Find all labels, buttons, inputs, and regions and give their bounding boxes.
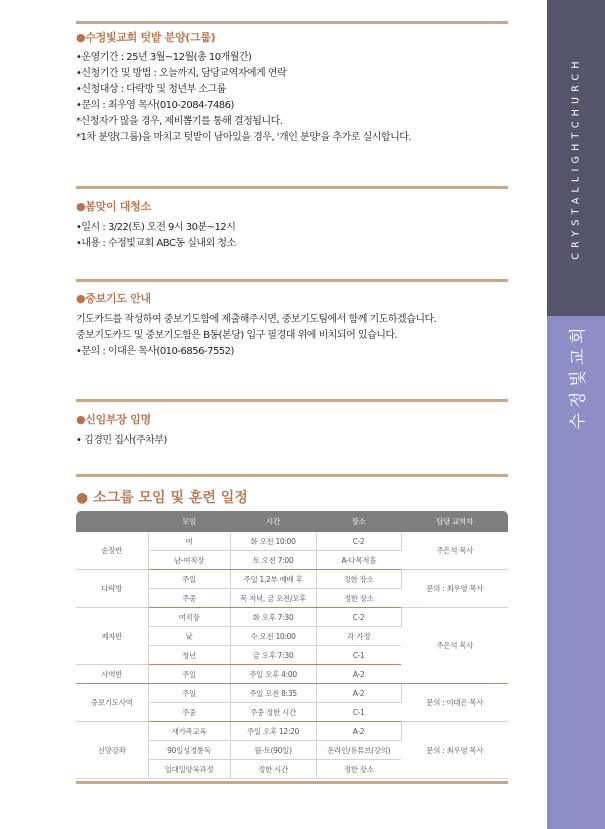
table-cell: 각 가정 [316, 627, 401, 646]
column-header: 장소 [316, 511, 401, 532]
table-cell: C-2 [316, 608, 401, 627]
table-cell: 주일 1,2부 예배 후 [230, 570, 316, 589]
table-cell: 주일 [148, 665, 230, 684]
schedule-table [76, 511, 508, 779]
table-cell: 정한 장소 [316, 570, 401, 589]
table-row [76, 684, 508, 703]
pastor-cell: 문의 : 최우영 목사 [401, 570, 508, 608]
text-line: •문의 : 최우영 목사(010-2084-7486) [76, 100, 234, 111]
column-header [76, 511, 148, 532]
table-cell: 주일 오후 12:20 [230, 722, 316, 741]
text-line: • 김경민 집사(주차부) [76, 435, 167, 446]
section-divider [76, 186, 508, 189]
text-line: •운영기간 : 25년 3월~12월(총 10개월간) [76, 52, 252, 63]
section-divider [76, 399, 508, 402]
table-cell: 금 오후 7:30 [230, 646, 316, 665]
table-cell: 토 오전 7:00 [230, 551, 316, 570]
text-line: •문의 : 이대은 목사(010-6856-7552) [76, 346, 234, 357]
table-cell: 정한 시간 [230, 760, 316, 779]
table-cell: 새가족교육 [148, 722, 230, 741]
table-cell: C-1 [316, 703, 401, 722]
sidebar-english-title: CRYSTALLIGHTCHURCH [570, 56, 582, 260]
group-cell: 다락방 [76, 570, 148, 608]
table-cell: 정한 장소 [316, 760, 401, 779]
section-small-group-schedule [76, 474, 508, 507]
pastor-cell: 주은석 목사 [401, 608, 508, 684]
table-cell: C-1 [316, 646, 401, 665]
section-title: ●중보기도 안내 [76, 292, 151, 305]
table-cell: A-2 [316, 722, 401, 741]
table-cell: 주일 오후 4:00 [230, 665, 316, 684]
text-line: *1차 분양(그룹)을 마치고 텃밭이 남아있을 경우, '개인 분양'을 추가로 실시합니다. [76, 132, 412, 143]
group-cell: 사역반 [76, 665, 148, 684]
column-header: 시간 [230, 511, 316, 532]
table-header-row [76, 511, 508, 532]
pastor-cell: 문의 : 이대은 목사 [401, 684, 508, 722]
table-cell: 화 오후 7:30 [230, 608, 316, 627]
text-line: •일시 : 3/22(토) 오전 9시 30분~12시 [76, 222, 236, 233]
table-cell: 일대일양육과정 [148, 760, 230, 779]
text-line: 기도카드를 작성하여 중보기도함에 제출해주시면, 중보기도팀에서 함께 기도하겠습니다. [76, 314, 437, 325]
group-cell: 중보기도사역 [76, 684, 148, 722]
section-divider [76, 21, 508, 24]
table-cell: 주일 [148, 570, 230, 589]
column-header: 모임 [148, 511, 230, 532]
section-title: ● 소그룹 모임 및 훈련 일정 [76, 490, 248, 506]
table-cell: 남-여직장 [148, 551, 230, 570]
table-cell: 정한 장소 [316, 589, 401, 608]
text-line: •내용 : 수정빛교회 ABC동 실내외 청소 [76, 238, 236, 249]
table-cell: A-다목적홀 [316, 551, 401, 570]
group-cell: 순장반 [76, 532, 148, 570]
section-garden [76, 21, 508, 146]
table-cell: 월-토(90일) [230, 741, 316, 760]
sidebar-korean-title: 수정빛교회 [568, 322, 589, 430]
table-cell: 수 오전 10:00 [230, 627, 316, 646]
table-cell: 주일 오전 8:35 [230, 684, 316, 703]
text-line: •신청대상 : 다락방 및 청년부 소그룹 [76, 84, 226, 95]
table-cell: 온라인/유튜브(강의) [316, 741, 401, 760]
pastor-cell: 주은석 목사 [401, 532, 508, 570]
table-cell: 청년 [148, 646, 230, 665]
section-divider [76, 474, 508, 477]
table-cell: 목 저녁, 금 오전/오후 [230, 589, 316, 608]
pastor-cell: 문의 : 최우영 목사 [401, 722, 508, 779]
section-divider [76, 279, 508, 282]
section-cleaning [76, 186, 508, 252]
table-cell: 주일 [148, 684, 230, 703]
table-cell: A-2 [316, 665, 401, 684]
table-cell: 주중 [148, 589, 230, 608]
table-cell: 여 [148, 532, 230, 551]
table-row [76, 722, 508, 741]
table-cell: C-2 [316, 532, 401, 551]
section-title: ●봄맞이 대청소 [76, 200, 151, 213]
section-title: ●수정빛교회 텃밭 분양(그룹) [76, 31, 216, 44]
table-cell: 주중 [148, 703, 230, 722]
group-cell: 신망강좌 [76, 722, 148, 779]
table-cell: 화 오전 10:00 [230, 532, 316, 551]
group-cell: 제자반 [76, 608, 148, 665]
bottom-divider [76, 781, 508, 784]
text-line: 중보기도카드 및 중보기도함은 B동(본당) 입구 필경대 위에 비치되어 있습니다. [76, 330, 398, 341]
table-cell: 90일성경통독 [148, 741, 230, 760]
table-cell: 여직장 [148, 608, 230, 627]
table-row [76, 570, 508, 589]
section-intercessory [76, 279, 508, 360]
table-row [76, 608, 508, 627]
column-header: 담당 교역자 [401, 511, 508, 532]
table-cell: 주중 정한 시간 [230, 703, 316, 722]
table-cell: A-2 [316, 684, 401, 703]
text-line: *신청자가 많을 경우, 제비뽑기를 통해 결정됩니다. [76, 116, 283, 127]
section-appointment [76, 399, 508, 449]
text-line: •신청기간 및 방법 : 오늘까지, 담당교역자에게 연락 [76, 68, 287, 79]
table-cell: 낮 [148, 627, 230, 646]
table-row [76, 532, 508, 551]
section-title: ●신임부장 임명 [76, 413, 151, 426]
